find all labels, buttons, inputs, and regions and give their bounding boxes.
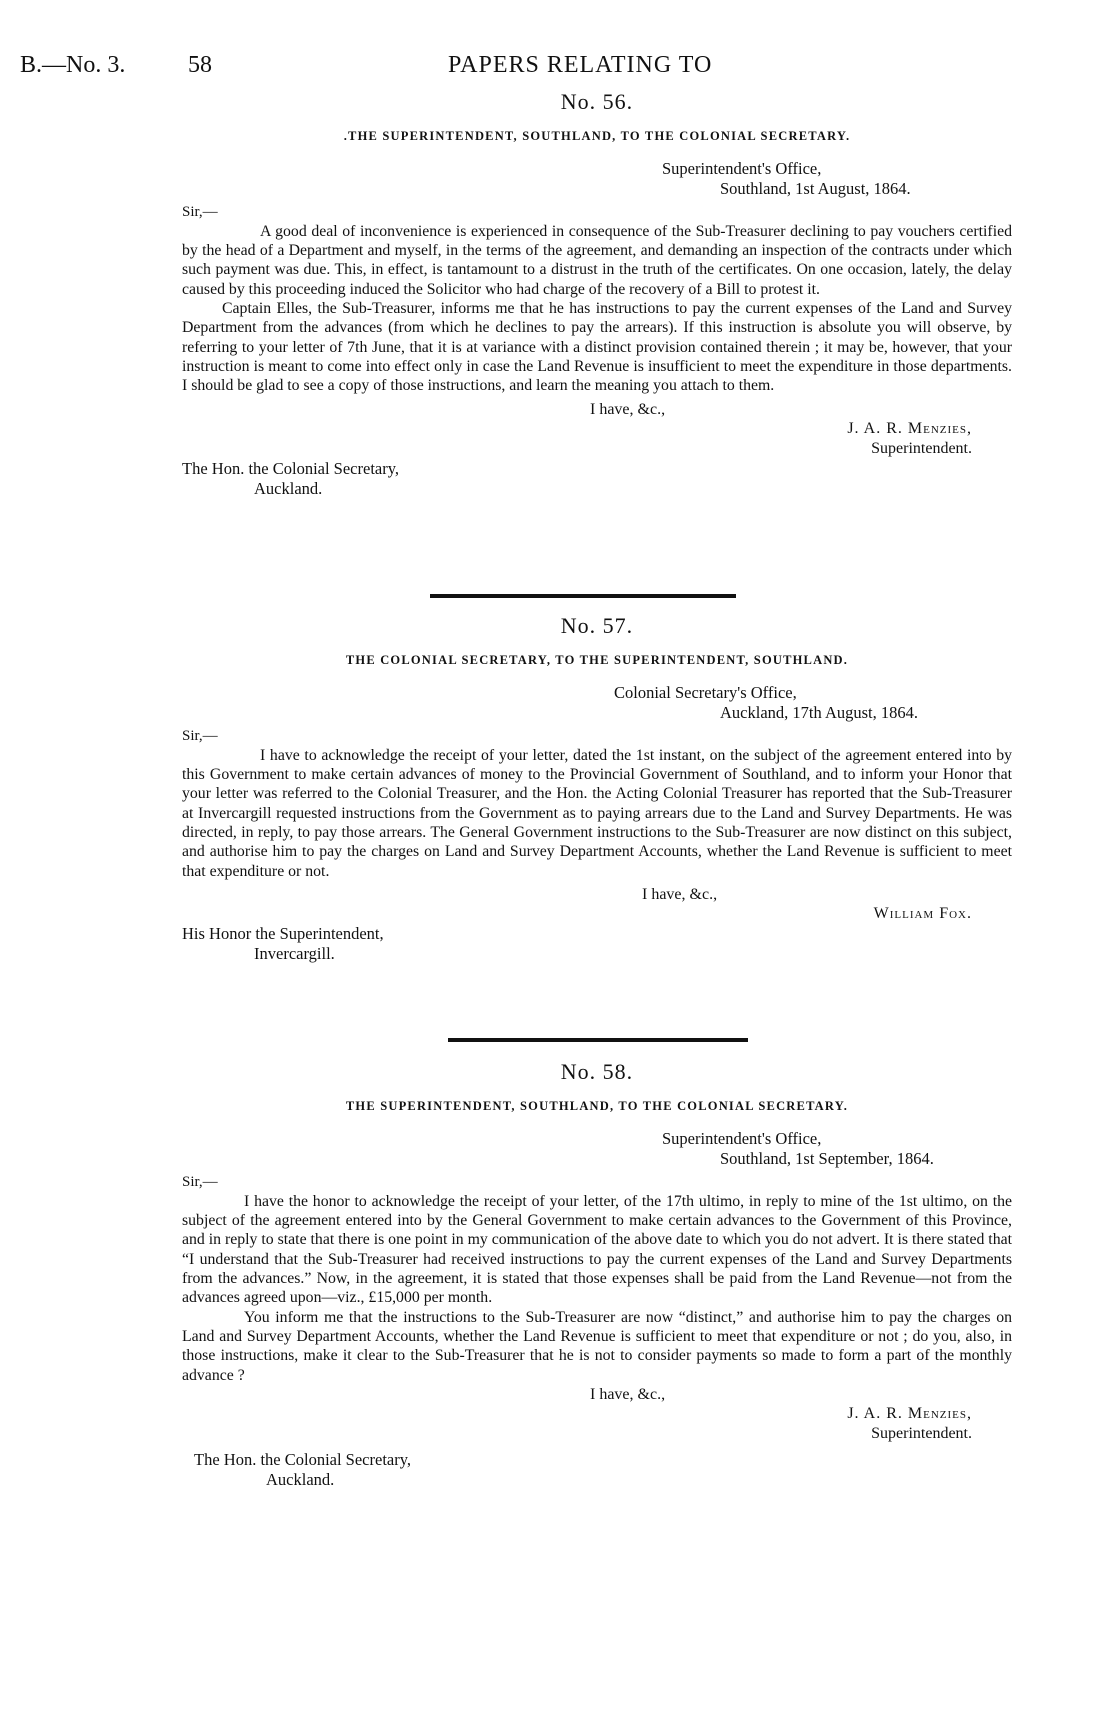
sender-address: [662, 1129, 1012, 1169]
letter-number: No. 57.: [560, 613, 634, 638]
document-reference: B.—No. 3.: [20, 52, 126, 78]
recipient: [194, 1450, 1012, 1490]
letter-56: [182, 89, 1012, 499]
letter-paragraph: Captain Elles, the Sub-Treasurer, informs me that he has instructions to pay the current expenses of the Land and Survey Department from the advances (from which he declines to pay the arrears). If this instruction is absolute you will observe, by referring to your letter of 7th June, that it is at variance with a distinct provision contained therein ; it may be, however, that your instruction is meant to come into effect only in case the Land Revenue is insufficient to meet the expenditure in those departments. I should be glad to see a copy of those instructions, and learn the meaning you attach to them.: [182, 300, 1012, 395]
signature: William Fox.: [873, 905, 972, 923]
recipient: [182, 924, 1012, 964]
section-divider: [448, 1038, 748, 1042]
recipient-line-1: The Hon. the Colonial Secretary,: [194, 1450, 412, 1470]
signature-block: [182, 904, 1012, 924]
signature: J. A. R. Menzies,: [847, 1405, 972, 1423]
letter-paragraph: I have the honor to acknowledge the receipt of your letter, of the 17th ultimo, in reply to mine of the 1st ultimo, on the subject of the agreement entered into by the General Government to make certain advances to the Government of this Province, and in reply to state that there is one point in my communication of the above date to which you do not advert. It is there stated that “I understand that the Sub-Treasurer had received instructions to pay the current expenses of the Land and Survey Departments from the advances.” Now, in the agreement, it is stated that those expenses shall be paid from the Land Revenue—not from the advances agreed upon—viz., £15,000 per month.: [182, 1192, 1012, 1307]
letter-heading: THE SUPERINTENDENT, SOUTHLAND, TO THE COLONIAL SECRETARY.: [345, 1099, 849, 1114]
salutation: Sir,—: [182, 203, 218, 220]
letter-57: [182, 613, 1012, 964]
closing: I have, &c.,: [642, 885, 718, 903]
running-title: PAPERS RELATING TO: [448, 52, 713, 78]
signature: J. A. R. Menzies,: [847, 419, 972, 437]
recipient-line-1: His Honor the Superintendent,: [182, 924, 384, 944]
signature-title: Superintendent.: [871, 439, 972, 457]
recipient: [182, 459, 1012, 499]
letter-number: No. 58.: [560, 1059, 634, 1084]
closing: I have, &c.,: [590, 1385, 666, 1403]
letter-paragraph: You inform me that the instructions to the Sub-Treasurer are now “distinct,” and authorise him to pay the charges on Land and Survey Department Accounts, whether the Land Revenue is sufficient to meet that expenditure or not ; do you, also, in those instructions, make it clear to the Sub-Treasurer that he is not to consider payments so made to form a part of the monthly advance ?: [182, 1308, 1012, 1384]
letter-58: [182, 1059, 1012, 1490]
address-line-1: Colonial Secretary's Office,: [614, 682, 797, 702]
letter-number: No. 56.: [560, 89, 634, 114]
letter-heading: .THE SUPERINTENDENT, SOUTHLAND, TO THE COLONIAL SECRETARY.: [343, 129, 851, 144]
letter-heading: THE COLONIAL SECRETARY, TO THE SUPERINTENDENT, SOUTHLAND.: [345, 653, 849, 668]
recipient-line-2: Auckland.: [254, 478, 323, 498]
closing: I have, &c.,: [590, 400, 666, 418]
salutation: Sir,—: [182, 1173, 218, 1190]
signature-title: Superintendent.: [871, 1425, 972, 1443]
recipient-line-1: The Hon. the Colonial Secretary,: [182, 458, 400, 478]
address-line-2: Southland, 1st September, 1864.: [720, 1148, 934, 1168]
sender-address: [614, 683, 1012, 723]
salutation: Sir,—: [182, 727, 218, 744]
address-line-2: Southland, 1st August, 1864.: [720, 178, 911, 198]
section-divider: [430, 594, 736, 598]
letter-paragraph: I have to acknowledge the receipt of your letter, dated the 1st instant, on the subject of the agreement entered into by this Government to make certain advances of money to the Provincial Government of Southland, and to inform your Honor that your letter was referred to the Colonial Treasurer, and the Hon. the Acting Colonial Treasurer has reported that the Sub-Treasurer at Invercargill requested instructions from the Government as to paying arrears due to the Land and Survey Departments. He was directed, in reply, to pay those arrears. The General Government instructions to the Sub-Treasurer are now distinct on this subject, and authorise him to pay the charges on Land and Survey Department Accounts, whether the Land Revenue is sufficient to meet that expenditure or not.: [182, 746, 1012, 880]
signature-block: [182, 419, 1012, 459]
address-line-1: Superintendent's Office,: [662, 158, 822, 178]
signature-block: [182, 1404, 1012, 1444]
page-number: 58: [188, 52, 212, 78]
recipient-line-2: Invercargill.: [254, 944, 335, 964]
sender-address: [662, 159, 1012, 199]
address-line-1: Superintendent's Office,: [662, 1128, 822, 1148]
address-line-2: Auckland, 17th August, 1864.: [720, 702, 918, 722]
letter-paragraph: A good deal of inconvenience is experienced in consequence of the Sub-Treasurer declining to pay vouchers certified by the head of a Department and myself, in the terms of the agreement, and demanding an inspection of the contracts under which such payment was due. This, in effect, is tantamount to a distrust in the truth of the certificates. On one occasion, lately, the delay caused by this proceeding induced the Solicitor who had charge of the recovery of a Bill to protest it.: [182, 222, 1012, 298]
recipient-line-2: Auckland.: [266, 1470, 335, 1490]
